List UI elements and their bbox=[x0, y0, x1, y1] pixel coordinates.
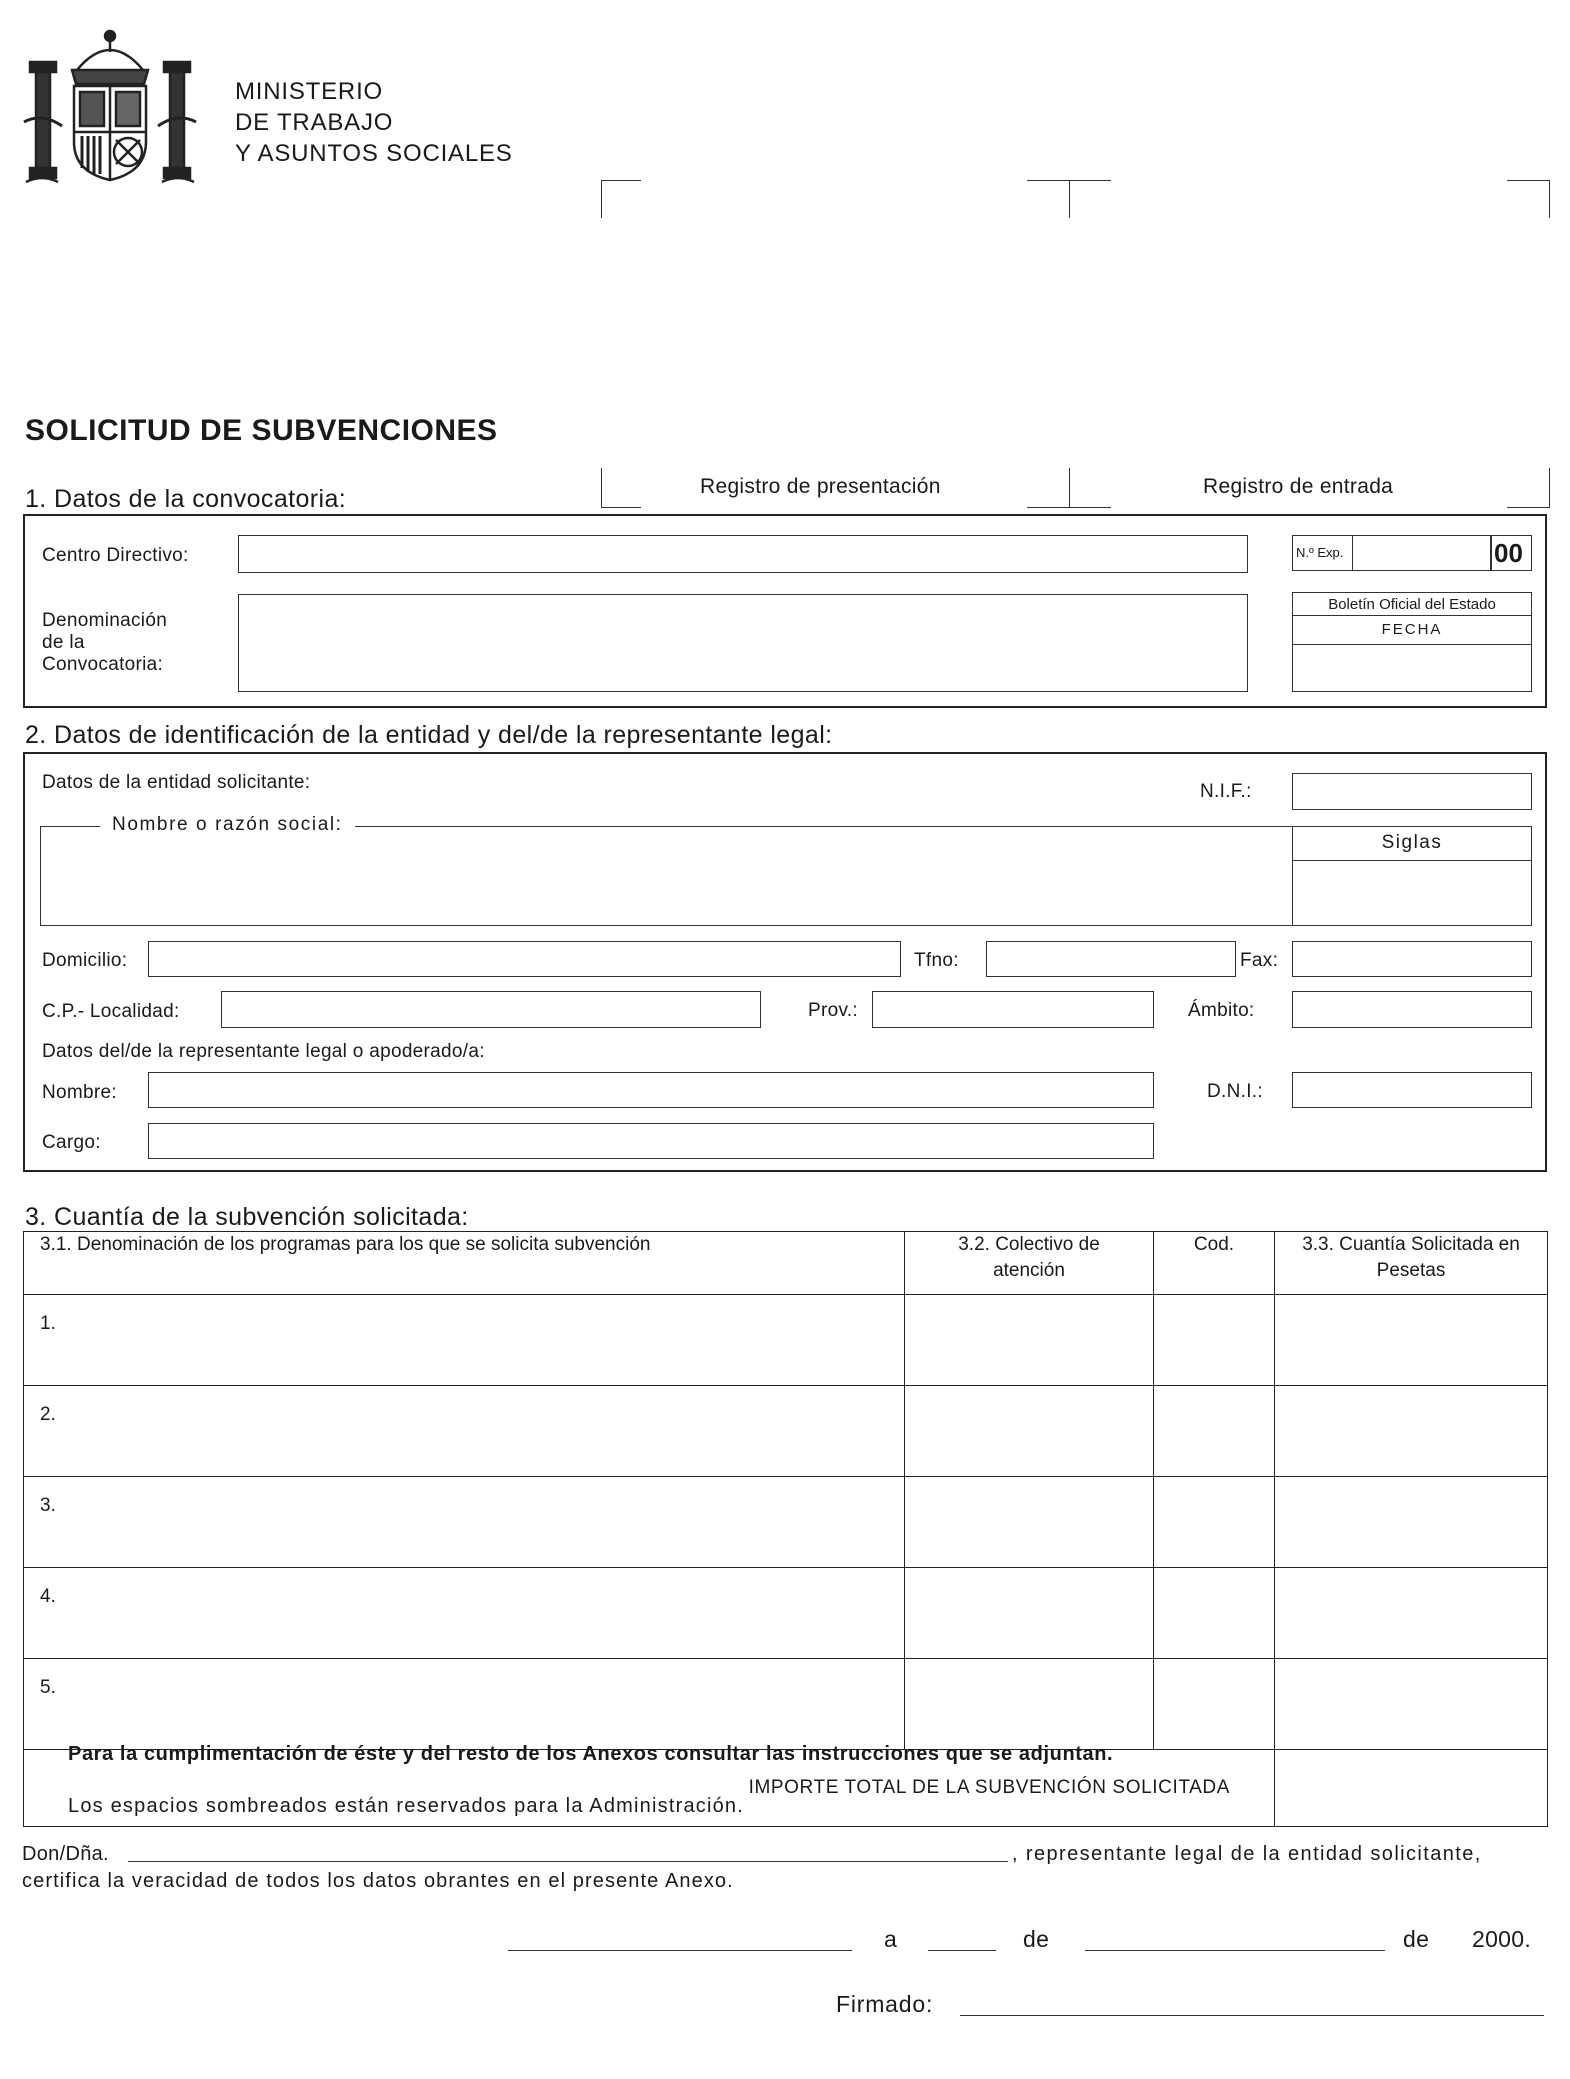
cargo-label: Cargo: bbox=[42, 1132, 101, 1153]
centro-directivo-input[interactable] bbox=[238, 535, 1248, 573]
stamp-corner-bottom-mid-v bbox=[1069, 468, 1070, 508]
section2-heading: 2. Datos de identificación de la entidad y del/de la representante legal: bbox=[25, 721, 833, 749]
domicilio-input[interactable] bbox=[148, 941, 901, 977]
prov-input[interactable] bbox=[872, 991, 1154, 1028]
colectivo-cell[interactable] bbox=[905, 1477, 1154, 1568]
cod-cell[interactable] bbox=[1154, 1568, 1275, 1659]
nexp-label: N.º Exp. bbox=[1296, 545, 1344, 560]
registro-entrada-label: Registro de entrada bbox=[1203, 475, 1394, 498]
nombre-razon-label: Nombre o razón social: bbox=[100, 814, 355, 836]
fecha-label: FECHA bbox=[1381, 621, 1443, 638]
certifica-text: certifica la veracidad de todos los datos obrantes en el presente Anexo. bbox=[22, 1870, 734, 1892]
cod-cell[interactable] bbox=[1154, 1295, 1275, 1386]
fax-input[interactable] bbox=[1292, 941, 1532, 977]
table-row bbox=[24, 1386, 1548, 1477]
ministry-line-2: DE TRABAJO bbox=[235, 109, 394, 136]
stamp-corner-top-mid-v bbox=[1069, 180, 1070, 218]
stamp-corner-top-left-v bbox=[601, 180, 602, 218]
program-cell[interactable] bbox=[24, 1295, 905, 1386]
col-cod-text: Cod. bbox=[1193, 1234, 1235, 1255]
program-cell[interactable] bbox=[24, 1477, 905, 1568]
cp-localidad-label: C.P.- Localidad: bbox=[42, 1001, 180, 1022]
row-number: 3. bbox=[40, 1495, 56, 1516]
ministry-line-3: Y ASUNTOS SOCIALES bbox=[235, 140, 513, 167]
program-cell[interactable] bbox=[24, 1386, 905, 1477]
programs-table bbox=[23, 1231, 1548, 1827]
nombre-razon-input[interactable] bbox=[44, 840, 1284, 922]
nif-label: N.I.F.: bbox=[1200, 781, 1252, 802]
cuantia-cell[interactable] bbox=[1275, 1386, 1548, 1477]
cp-localidad-input[interactable] bbox=[221, 991, 761, 1028]
don-name-line[interactable] bbox=[128, 1861, 1008, 1862]
col-cuantia-line-1: 3.3. Cuantía Solicitada en bbox=[1302, 1234, 1520, 1255]
col-colectivo-line-2: atención bbox=[993, 1260, 1065, 1281]
siglas-divider bbox=[1292, 860, 1532, 861]
colectivo-cell[interactable] bbox=[905, 1386, 1154, 1477]
fax-label: Fax: bbox=[1240, 950, 1279, 971]
fecha-divider bbox=[1292, 644, 1532, 645]
day-line[interactable] bbox=[928, 1950, 996, 1951]
cod-cell[interactable] bbox=[1154, 1477, 1275, 1568]
total-label: IMPORTE TOTAL DE LA SUBVENCIÓN SOLICITADA bbox=[748, 1777, 1230, 1798]
row-number: 5. bbox=[40, 1677, 56, 1698]
boe-divider bbox=[1292, 615, 1532, 616]
prov-label: Prov.: bbox=[808, 1000, 859, 1021]
entidad-label: Datos de la entidad solicitante: bbox=[42, 772, 311, 793]
don-label: Don/Dña. bbox=[22, 1843, 109, 1865]
nombre-input[interactable] bbox=[148, 1072, 1154, 1108]
program-cell[interactable] bbox=[24, 1568, 905, 1659]
month-line[interactable] bbox=[1085, 1950, 1385, 1951]
representante-text: , representante legal de la entidad solicitante, bbox=[1012, 1843, 1482, 1865]
section1-heading: 1. Datos de la convocatoria: bbox=[25, 485, 347, 513]
ambito-label: Ámbito: bbox=[1188, 1000, 1255, 1021]
stamp-corner-top-right bbox=[1507, 180, 1549, 181]
nexp-divider-2 bbox=[1490, 535, 1492, 571]
registro-presentacion-label: Registro de presentación bbox=[700, 475, 941, 498]
cod-cell[interactable] bbox=[1154, 1659, 1275, 1750]
representante-label: Datos del/de la representante legal o apoderado/a: bbox=[42, 1041, 485, 1062]
stamp-corner-bottom-mid bbox=[1027, 507, 1111, 508]
ambito-input[interactable] bbox=[1292, 991, 1532, 1028]
table-row bbox=[24, 1568, 1548, 1659]
note-sombreados: Los espacios sombreados están reservados para la Administración. bbox=[68, 1795, 745, 1817]
table-row bbox=[24, 1659, 1548, 1750]
place-line[interactable] bbox=[508, 1950, 852, 1951]
boe-label: Boletín Oficial del Estado bbox=[1328, 596, 1496, 613]
denominacion-label-1: Denominación bbox=[42, 610, 168, 631]
colectivo-cell[interactable] bbox=[905, 1295, 1154, 1386]
stamp-corner-top-left bbox=[601, 180, 641, 181]
tfno-input[interactable] bbox=[986, 941, 1236, 977]
a-label: a bbox=[884, 1926, 898, 1952]
col-cuantia-header bbox=[1275, 1232, 1548, 1295]
dni-label: D.N.I.: bbox=[1207, 1081, 1263, 1102]
table-row bbox=[24, 1477, 1548, 1568]
year-text: 2000. bbox=[1472, 1926, 1532, 1952]
note-instrucciones: Para la cumplimentación de éste y del resto de los Anexos consultar las instrucciones que se adjuntan. bbox=[68, 1743, 1114, 1765]
domicilio-label: Domicilio: bbox=[42, 950, 128, 971]
cuantia-cell[interactable] bbox=[1275, 1477, 1548, 1568]
ministry-line-1: MINISTERIO bbox=[235, 78, 384, 105]
col-colectivo-header bbox=[905, 1232, 1154, 1295]
siglas-label: Siglas bbox=[1381, 832, 1443, 853]
col-denominacion-text: 3.1. Denominación de los programas para los que se solicita subvención bbox=[40, 1234, 651, 1255]
dni-input[interactable] bbox=[1292, 1072, 1532, 1108]
denominacion-label-3: Convocatoria: bbox=[42, 654, 164, 675]
firmado-label: Firmado: bbox=[836, 1991, 934, 2017]
table-row bbox=[24, 1295, 1548, 1386]
denominacion-label-2: de la bbox=[42, 632, 85, 653]
cargo-input[interactable] bbox=[148, 1123, 1154, 1159]
cod-cell[interactable] bbox=[1154, 1386, 1275, 1477]
de-label-1: de bbox=[1023, 1926, 1050, 1952]
cuantia-cell[interactable] bbox=[1275, 1659, 1548, 1750]
colectivo-cell[interactable] bbox=[905, 1568, 1154, 1659]
form-title: SOLICITUD DE SUBVENCIONES bbox=[25, 414, 498, 447]
row-number: 4. bbox=[40, 1586, 56, 1607]
centro-directivo-label: Centro Directivo: bbox=[42, 545, 189, 566]
coat-of-arms-icon bbox=[22, 22, 198, 188]
nombre-label: Nombre: bbox=[42, 1082, 117, 1103]
firma-line[interactable] bbox=[960, 2015, 1544, 2016]
col-colectivo-line-1: 3.2. Colectivo de bbox=[958, 1234, 1100, 1255]
colectivo-cell[interactable] bbox=[905, 1659, 1154, 1750]
denominacion-input[interactable] bbox=[238, 594, 1248, 692]
de-label-2: de bbox=[1403, 1926, 1430, 1952]
stamp-corner-bottom-left-v bbox=[601, 468, 602, 508]
cuantia-cell[interactable] bbox=[1275, 1295, 1548, 1386]
program-cell[interactable] bbox=[24, 1659, 905, 1750]
stamp-corner-bottom-right-v bbox=[1549, 468, 1550, 508]
col-cuantia-line-2: Pesetas bbox=[1376, 1260, 1446, 1281]
cuantia-cell[interactable] bbox=[1275, 1568, 1548, 1659]
stamp-corner-bottom-right bbox=[1507, 507, 1549, 508]
nexp-suffix: 00 bbox=[1494, 538, 1523, 568]
stamp-corner-bottom-left bbox=[601, 507, 641, 508]
col-cod-header bbox=[1154, 1232, 1275, 1295]
stamp-corner-top-right-v bbox=[1549, 180, 1550, 218]
row-number: 1. bbox=[40, 1313, 56, 1334]
siglas-input[interactable] bbox=[1294, 862, 1530, 924]
section3-heading: 3. Cuantía de la subvención solicitada: bbox=[25, 1203, 469, 1231]
col-denominacion-header bbox=[24, 1232, 905, 1295]
nif-input[interactable] bbox=[1292, 773, 1532, 810]
nexp-divider bbox=[1352, 535, 1353, 571]
tfno-label: Tfno: bbox=[914, 950, 959, 971]
total-amount-cell[interactable] bbox=[1275, 1750, 1548, 1827]
ministry-name bbox=[235, 76, 513, 169]
row-number: 2. bbox=[40, 1404, 56, 1425]
